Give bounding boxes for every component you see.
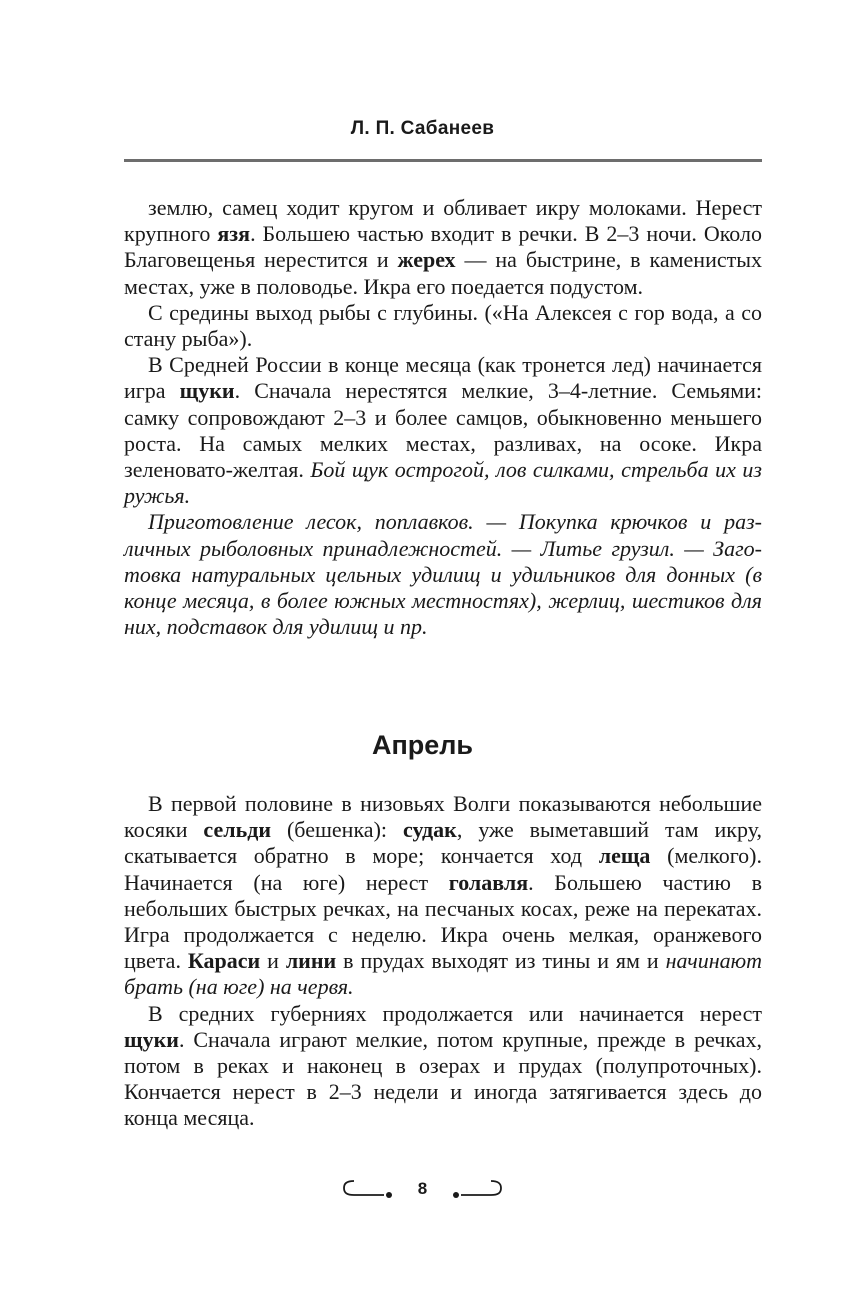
text-run: В Средней России в конце месяца (как тронется лед) начинается игра [124, 352, 762, 404]
paragraph [124, 791, 762, 1001]
section-heading: Апрель [371, 730, 474, 760]
paragraph [124, 352, 762, 509]
bold-term: жерех [397, 247, 456, 273]
hook-ornament-right-icon [447, 1178, 503, 1200]
hook-ornament-left-icon [342, 1178, 398, 1200]
text-run: В средних губерниях продолжается или начинается нерест [148, 1000, 762, 1026]
bold-term: язя [217, 221, 251, 247]
italic-text: Приготовление лесок, поплавков. — Покупка крючков и различных рыболовных принадлежностей. — Литье грузил. — Заготовка натуральных цельных удилищ и удильников для донных (в конце месяца, в более южных местностях), жерлиц, шестиков для них, подставок для удилищ и пр. [124, 509, 762, 640]
bold-term: сельди [203, 817, 272, 843]
paragraph [124, 1001, 762, 1132]
text-run: . Большею частью входит в речки. В 2–3 ночи. Около Благовещенья нерестится и [124, 221, 763, 273]
text-block-march [124, 195, 762, 640]
header-rule [124, 159, 762, 162]
text-run: В первой половине в низовьях Волги показываются небольшие косяки [124, 791, 762, 843]
text-run: , уже выметавший там икру, скатывается обратно в море; кончается ход [124, 817, 762, 869]
bold-term: судак [402, 817, 457, 843]
text-run: — на быстрине, в каменистых местах, уже в половодье. Икра его поедается подустом. [124, 247, 763, 299]
bold-term: щуки [179, 378, 235, 404]
text-run: (мелкого). Начинается (на юге) нерест [124, 843, 762, 895]
text-run: в прудах выходят из тины и ям и [336, 948, 666, 974]
bold-term: леща [598, 843, 651, 869]
text-run: (бешенка): [271, 817, 403, 843]
italic-text: Бой щук острогой, лов силками, стрельба их из ружья. [124, 457, 762, 509]
paragraph [124, 509, 762, 640]
folio [0, 1174, 845, 1204]
bold-term: щуки [124, 1026, 179, 1052]
running-head: Л. П. Сабанеев [350, 118, 495, 139]
text-run: С средины выход рыбы с глубины. («На Алексея с гор вода, а со стану рыба»). [124, 299, 762, 352]
page-number: 8 [417, 1179, 428, 1198]
bold-term: Караси [187, 948, 261, 974]
text-run: и [260, 948, 286, 974]
text-run: . Большею частию в небольших быстрых речках, на песчаных косах, реже на перекатах. Игра продолжается с неделю. Икра очень мелкая, оранжевого цвета. [124, 869, 762, 974]
paragraph [124, 195, 762, 300]
paragraph [124, 300, 762, 352]
bold-term: голавля [448, 869, 529, 895]
bold-term: лини [285, 948, 337, 974]
italic-text: начинают брать (на юге) на червя. [124, 948, 763, 1000]
text-run: землю, самец ходит кругом и обливает икру молоками. Нерест крупного [124, 195, 762, 247]
text-run: . Сначала играют мелкие, потом крупные, прежде в речках, потом в реках и наконец в озерах и прудах (полупроточных). Кончается нерест в 2–3 недели и иногда затягивается здесь до конца месяца. [124, 1026, 762, 1131]
text-run: . Сначала нерестятся мелкие, 3–4-летние. Семьями: самку сопровождают 2–3 и более самцов, обыкновенно меньшего роста. На самых мелких местах, разливах, на осоке. Икра зеленовато-желтая. [124, 378, 763, 483]
text-block-april [124, 791, 762, 1132]
